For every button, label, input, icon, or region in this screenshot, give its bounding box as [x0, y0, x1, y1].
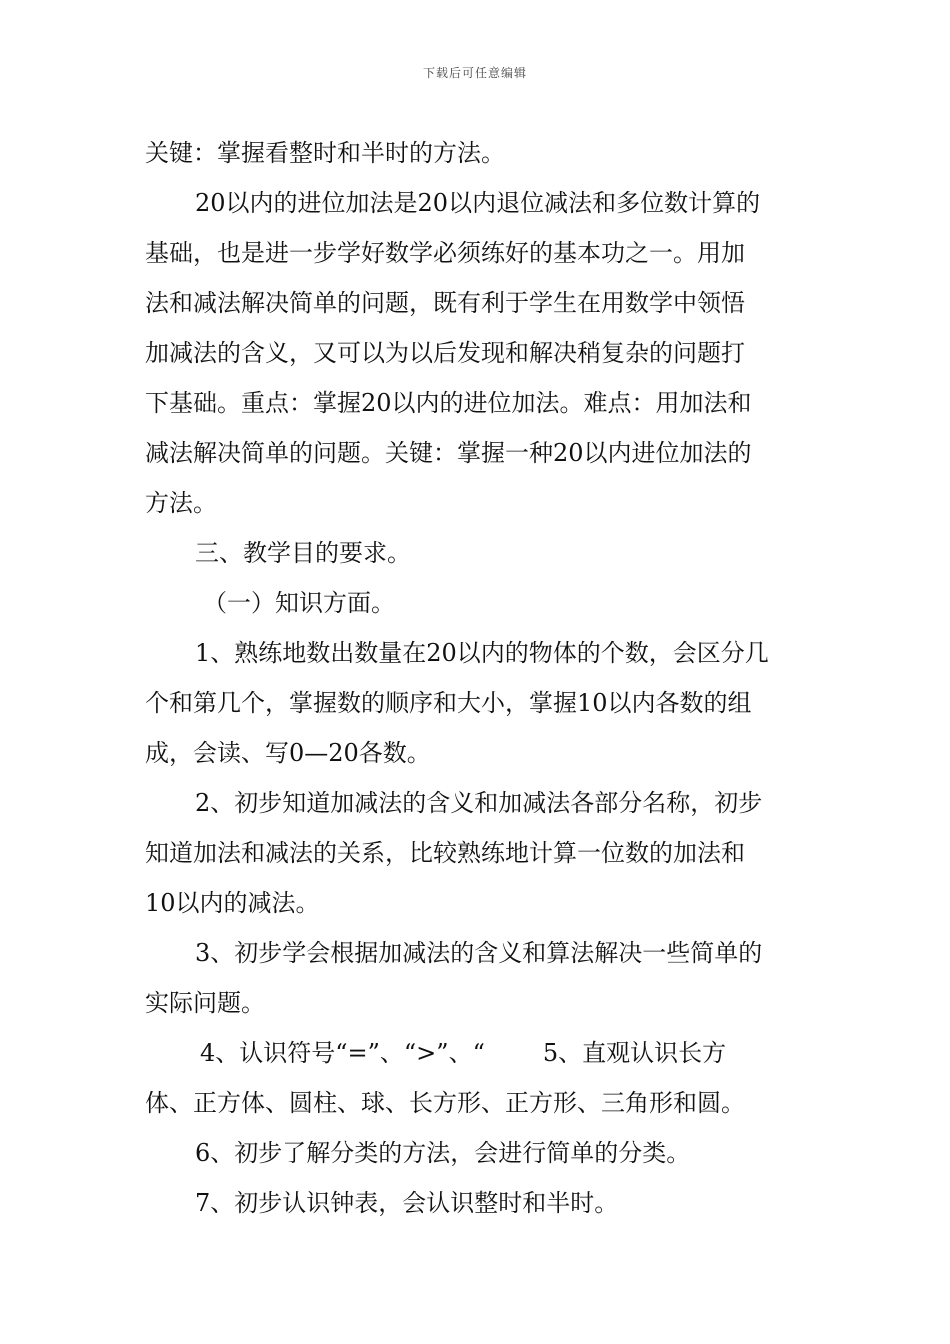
paragraph-line: 体、正方体、圆柱、球、长方形、正方形、三角形和圆。 — [145, 1089, 745, 1117]
paragraph-line: 加减法的含义，又可以为以后发现和解决稍复杂的问题打 — [145, 339, 745, 367]
paragraph-line: 关键：掌握看整时和半时的方法。 — [145, 139, 505, 167]
paragraph-line: 个和第几个，掌握数的顺序和大小，掌握10以内各数的组 — [145, 689, 752, 717]
paragraph-line: 知道加法和减法的关系，比较熟练地计算一位数的加法和 — [145, 839, 745, 867]
paragraph-line: 3、初步学会根据加减法的含义和算法解决一些简单的 — [195, 939, 763, 967]
document-body — [145, 128, 810, 1228]
subsection-heading: （一）知识方面。 — [203, 589, 395, 617]
paragraph-line: 下基础。重点：掌握20以内的进位加法。难点：用加法和 — [145, 389, 752, 417]
paragraph-line: 7、初步认识钟表，会认识整时和半时。 — [195, 1189, 619, 1217]
paragraph-line — [145, 1028, 810, 1078]
paragraph-line: 减法解决简单的问题。关键：掌握一种20以内进位加法的 — [145, 439, 752, 467]
paragraph-line: 2、初步知道加减法的含义和加减法各部分名称，初步 — [195, 789, 763, 817]
paragraph-line: 基础，也是进一步学好数学必须练好的基本功之一。用加 — [145, 239, 745, 267]
paragraph-line-part: 4、认识符号“=”、“>”、“ — [200, 1039, 485, 1067]
paragraph-line: 法和减法解决简单的问题，既有利于学生在用数学中领悟 — [145, 289, 745, 317]
paragraph-line: 10以内的减法。 — [145, 889, 320, 917]
section-heading: 三、教学目的要求。 — [195, 539, 411, 567]
paragraph-line: 方法。 — [145, 489, 217, 517]
paragraph-line: 成，会读、写0—20各数。 — [145, 739, 431, 767]
paragraph-line: 实际问题。 — [145, 989, 265, 1017]
paragraph-line-part: 5、直观认识长方 — [542, 1039, 727, 1067]
paragraph-line: 20以内的进位加法是20以内退位减法和多位数计算的 — [195, 189, 761, 217]
page-header: 下载后可任意编辑 — [422, 66, 527, 80]
paragraph-line: 6、初步了解分类的方法，会进行简单的分类。 — [195, 1139, 691, 1167]
paragraph-line: 1、熟练地数出数量在20以内的物体的个数，会区分几 — [195, 639, 769, 667]
